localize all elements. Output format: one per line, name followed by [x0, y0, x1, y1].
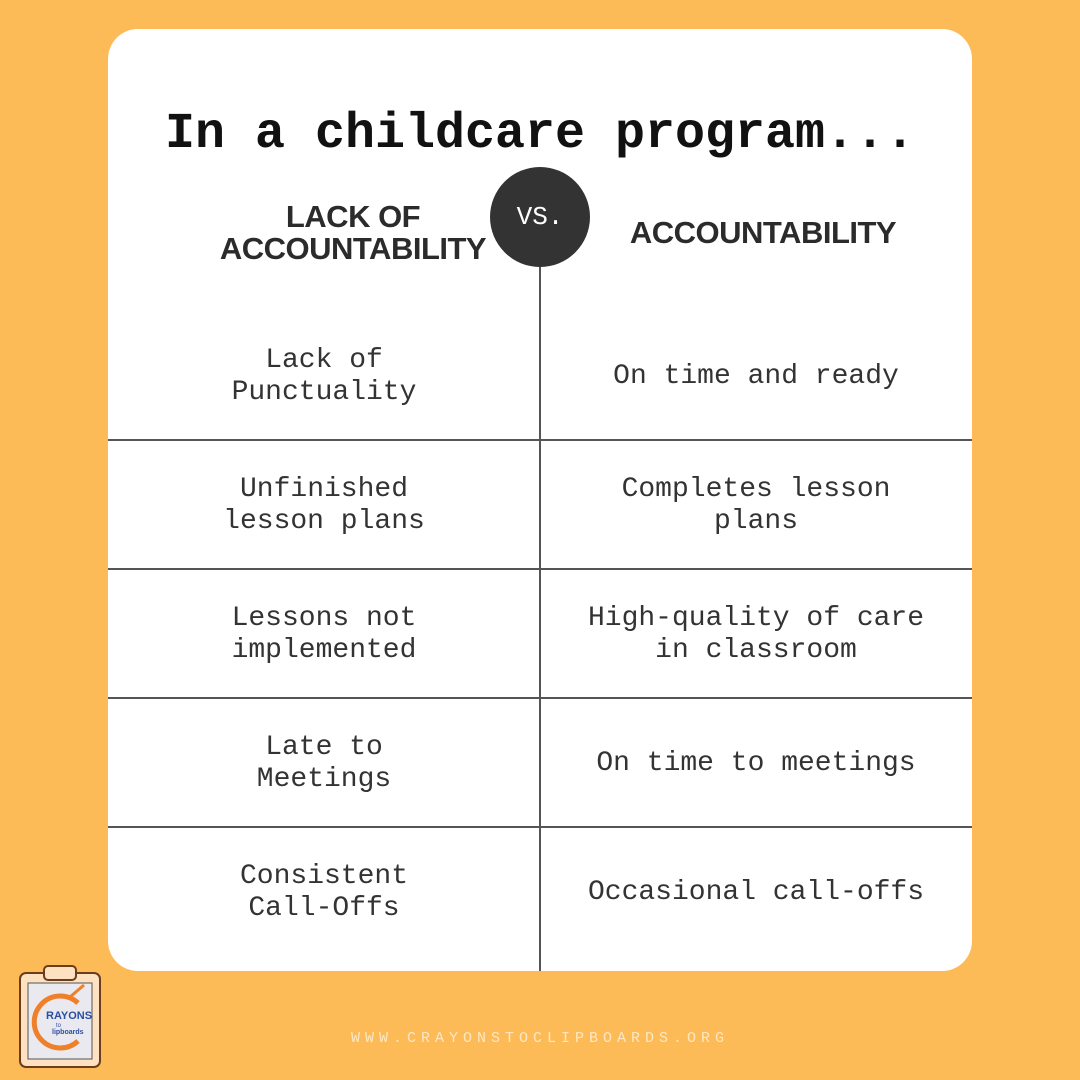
cell-text: Consistent Call-Offs [239, 860, 409, 924]
website-url: WWW.CRAYONSTOCLIPBOARDS.ORG [350, 1030, 730, 1047]
table-cell-right [540, 441, 972, 570]
table-cell-left [108, 570, 540, 699]
logo-text-to: to [56, 1023, 62, 1029]
table-cell-right [540, 699, 972, 828]
table-cell-left [108, 312, 540, 441]
right-column-header: ACCOUNTABILITY [629, 215, 897, 250]
cell-text: High-quality of care in classroom [587, 602, 925, 666]
table-cell-right [540, 828, 972, 957]
comparison-card [108, 29, 972, 971]
cell-text: On time to meetings [596, 747, 916, 779]
cell-text: On time and ready [613, 360, 899, 392]
table-cell-left [108, 699, 540, 828]
table-cell-right [540, 312, 972, 441]
vs-label: VS. [516, 202, 564, 232]
table-cell-left [108, 441, 540, 570]
vs-badge [490, 167, 590, 267]
cell-text: Late to Meetings [256, 731, 392, 795]
cell-text: Completes lesson plans [621, 473, 891, 537]
table-cell-right [540, 570, 972, 699]
table-cell-left [108, 828, 540, 957]
left-column-header: LACK OF ACCOUNTABILITY [219, 199, 487, 266]
cell-text: Unfinished lesson plans [223, 473, 425, 537]
logo-text-main: RAYONS [46, 1010, 93, 1022]
page-title: In a childcare program... [164, 106, 916, 163]
cell-text: Lessons not implemented [231, 602, 417, 666]
cell-text: Lack of Punctuality [231, 344, 417, 408]
cell-text: Occasional call-offs [587, 876, 925, 908]
clipboard-logo-icon [16, 963, 104, 1069]
logo-text-sub: lipboards [52, 1029, 84, 1036]
